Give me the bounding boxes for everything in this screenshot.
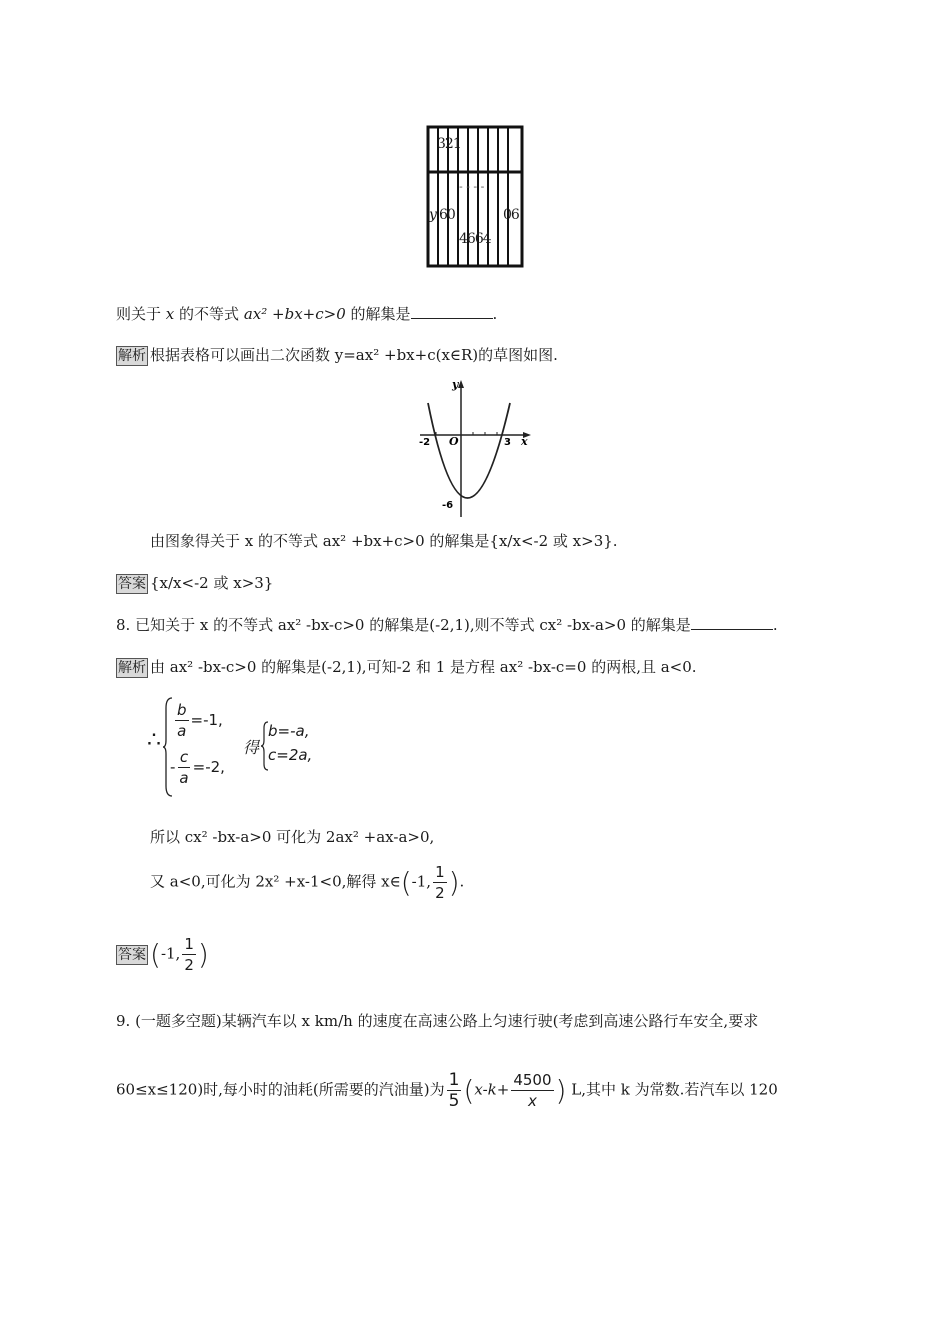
open-paren: (: [150, 938, 161, 971]
table-row2-right: 06: [503, 207, 519, 223]
answer-blank: [691, 615, 773, 630]
open-paren: (: [463, 1074, 475, 1107]
open-paren: (: [400, 866, 412, 899]
q7-question: 则关于 x 的不等式 ax² +bx+c>0 的解集是 .: [116, 305, 498, 323]
q8-analysis: 解析 由 ax² -bx-c>0 的解集是(-2,1),可知-2 和 1 是方程 ax² -bx-c=0 的两根,且 a<0.: [118, 658, 697, 676]
graph-y-label: y: [452, 378, 459, 391]
graph-vertex-label: -6: [442, 500, 454, 511]
answer-blank: [411, 304, 493, 319]
q8-question: 8. 已知关于 x 的不等式 ax² -bx-c>0 的解集是(-2,1),则不等式 cx² -bx-a>0 的解集是 .: [116, 616, 778, 634]
fraction-half: $\frac{1}{2}$: [435, 863, 445, 902]
close-paren: ): [555, 1074, 567, 1107]
close-paren: ): [448, 866, 460, 899]
parabola-curve: [428, 403, 510, 498]
q7-answer: 答案 {x/x<-2 或 x>3}: [118, 574, 274, 592]
table-row2-left: 60: [439, 207, 455, 223]
q8-line2: 又 a<0,可化为 2x² +x-1<0,解得 x∈(-1, $\frac{1}{2}$ ).: [150, 863, 465, 902]
result-eq2: c=2a,: [268, 746, 313, 764]
q8-line1: 所以 cx² -bx-a>0 可化为 2ax² +ax-a>0,: [150, 828, 435, 846]
q9-line1: 9. (一题多空题)某辆汽车以 x km/h 的速度在高速公路上匀速行驶(考虑到高速公路行车安全,要求: [116, 1012, 759, 1030]
result-eq1: b=-a,: [268, 722, 310, 740]
q9-line2: 60≤x≤120)时,每小时的油耗(所需要的汽油量)为 $\frac{1}{5}$ (x-k+ $\frac{4500}{x}$ ) L,其中 k 为常数.若汽车以 120: [116, 1070, 778, 1111]
parabola-svg: [418, 375, 536, 520]
q7-conclusion: 由图象得关于 x 的不等式 ax² +bx+c>0 的解集是{x/x<-2 或 x>3}.: [150, 532, 618, 550]
fraction-4500-over-x: $\frac{4500}{x}$: [513, 1071, 552, 1110]
table-dashes: - - - -: [459, 180, 485, 193]
system-eq1: $\frac{b}{a}$ =-1,: [177, 701, 223, 740]
analysis-tag: 解析: [118, 660, 146, 676]
table-row1-text: 321: [437, 136, 461, 152]
answer-tag: 答案: [118, 946, 146, 963]
y-axis-arrow-icon: [458, 380, 464, 388]
system-eq2: - $\frac{c}{a}$ =-2,: [170, 748, 225, 787]
close-paren: ): [197, 938, 209, 971]
therefore-symbol: ∴: [147, 728, 161, 753]
analysis-tag: 解析: [118, 348, 146, 364]
table-y-label: y: [429, 207, 437, 223]
graph-right-root: 3: [504, 437, 511, 448]
fraction-one-fifth: $\frac{1}{5}$: [448, 1070, 460, 1111]
q8-answer: 答案 (-1, $\frac{1}{2}$ ): [118, 935, 209, 974]
graph-x-label: x: [521, 435, 528, 448]
de-text: 得: [243, 738, 260, 757]
answer-tag: 答案: [118, 576, 146, 592]
graph-left-root: -2: [419, 437, 431, 448]
q7-analysis: 解析 根据表格可以画出二次函数 y=ax² +bx+c(x∈R)的草图如图.: [118, 346, 558, 364]
fraction-half: $\frac{1}{2}$: [184, 935, 194, 974]
graph-origin-label: O: [449, 435, 459, 448]
table-row2-mid: 4664: [459, 231, 491, 247]
